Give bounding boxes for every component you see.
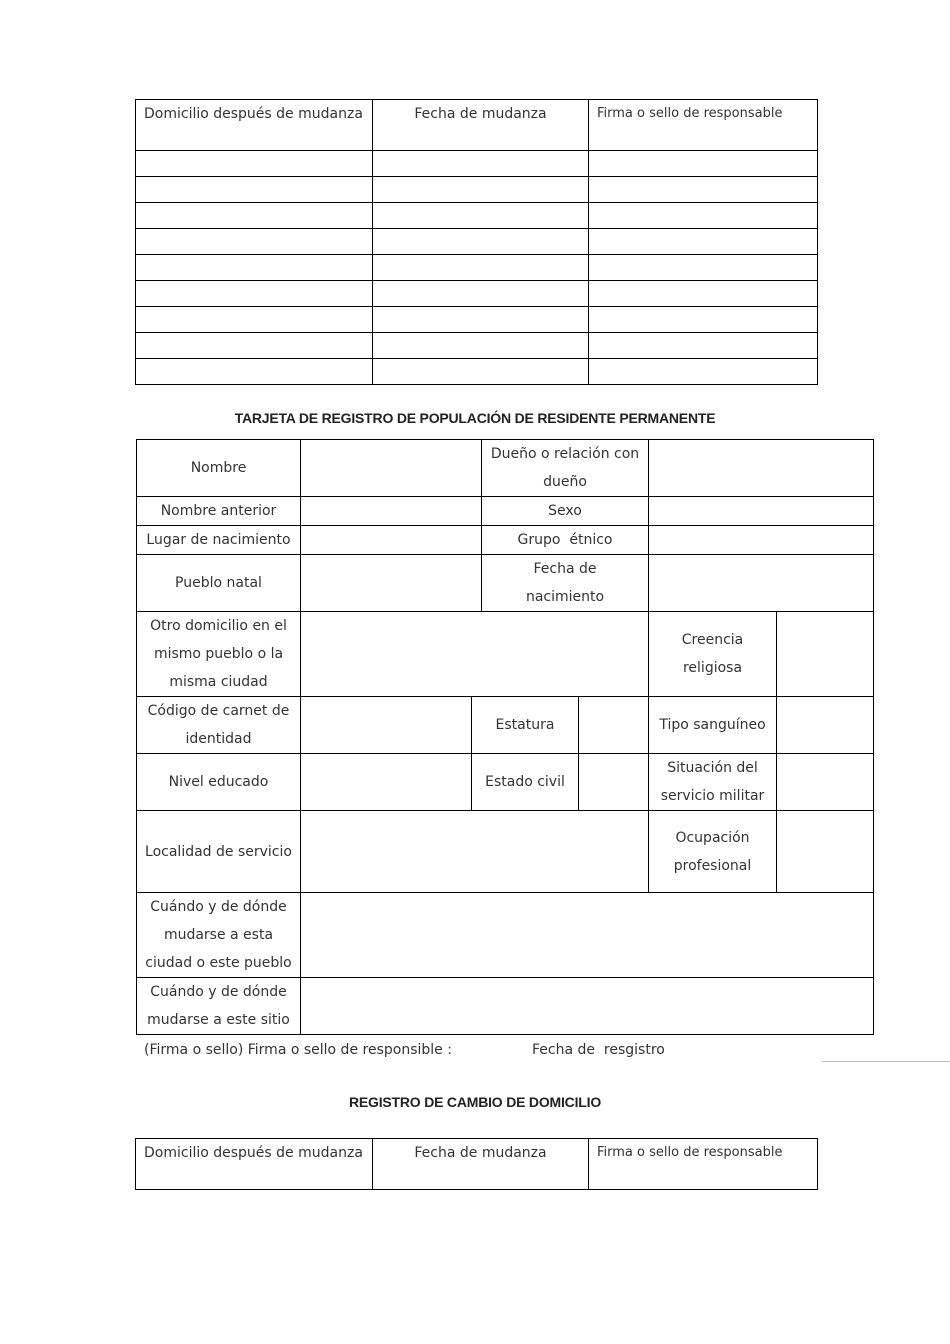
- label-otro-domicilio: Otro domicilio en el mismo pueblo o la misma ciudad: [137, 612, 301, 697]
- fecha-cell[interactable]: [373, 151, 589, 177]
- table-header-row: [136, 100, 818, 151]
- label-creencia: Creencia religiosa: [649, 612, 777, 697]
- firma-cell[interactable]: [589, 229, 818, 255]
- firma-cell[interactable]: [589, 307, 818, 333]
- field-dueno[interactable]: [649, 440, 874, 497]
- field-sexo[interactable]: [649, 497, 874, 526]
- label-localidad-servicio: Localidad de servicio: [137, 811, 301, 893]
- table-row: [136, 255, 818, 281]
- field-servicio-militar[interactable]: [777, 754, 874, 811]
- label-tipo-sanguineo: Tipo sanguíneo: [649, 697, 777, 754]
- fecha-cell[interactable]: [373, 229, 589, 255]
- label-codigo-carnet: Código de carnet de identidad: [137, 697, 301, 754]
- label-ocupacion: Ocupación profesional: [649, 811, 777, 893]
- firma-cell[interactable]: [589, 255, 818, 281]
- table-row: [136, 151, 818, 177]
- fecha-cell[interactable]: [373, 255, 589, 281]
- header-domicilio: Domicilio después de mudanza: [136, 100, 373, 151]
- fecha-cell[interactable]: [373, 203, 589, 229]
- label-estado-civil: Estado civil: [472, 754, 579, 811]
- fecha-cell[interactable]: [373, 333, 589, 359]
- domicilio-cell[interactable]: [136, 203, 373, 229]
- label-servicio-militar: Situación del servicio militar: [649, 754, 777, 811]
- firma-cell[interactable]: [589, 281, 818, 307]
- label-nombre: Nombre: [137, 440, 301, 497]
- field-tipo-sanguineo[interactable]: [777, 697, 874, 754]
- table-row: [136, 177, 818, 203]
- domicilio-cell[interactable]: [136, 333, 373, 359]
- header-fecha-mudanza: Fecha de mudanza: [373, 1139, 589, 1190]
- table-row: [136, 359, 818, 385]
- domicilio-cell[interactable]: [136, 229, 373, 255]
- domicilio-cell[interactable]: [136, 255, 373, 281]
- field-estatura[interactable]: [579, 697, 649, 754]
- domicilio-cell[interactable]: [136, 177, 373, 203]
- form-title: TARJETA DE REGISTRO DE POPULACIÓN DE RESIDENTE PERMANENTE: [234, 410, 716, 426]
- firma-cell[interactable]: [589, 177, 818, 203]
- header-fecha-mudanza: Fecha de mudanza: [373, 100, 589, 151]
- header-firma: Firma o sello de responsable: [589, 100, 818, 151]
- domicilio-cell[interactable]: [136, 281, 373, 307]
- table-row: [136, 203, 818, 229]
- firma-cell[interactable]: [589, 151, 818, 177]
- field-estado-civil[interactable]: [579, 754, 649, 811]
- change-register-title: REGISTRO DE CAMBIO DE DOMICILIO: [348, 1094, 602, 1110]
- table-row: [136, 281, 818, 307]
- field-mudarse-sitio[interactable]: [301, 978, 874, 1035]
- registration-form-table: [136, 439, 874, 1035]
- signature-label: (Firma o sello) Firma o sello de responsible :: [144, 1042, 452, 1058]
- change-register-table: [135, 1138, 818, 1190]
- signature-rule: [822, 1061, 950, 1062]
- label-lugar-nacimiento: Lugar de nacimiento: [137, 526, 301, 555]
- label-grupo-etnico: Grupo étnico: [482, 526, 649, 555]
- field-codigo-carnet[interactable]: [301, 697, 472, 754]
- label-nombre-anterior: Nombre anterior: [137, 497, 301, 526]
- label-mudarse-sitio: Cuándo y de dónde mudarse a este sitio: [137, 978, 301, 1035]
- field-creencia[interactable]: [777, 612, 874, 697]
- field-pueblo-natal[interactable]: [301, 555, 482, 612]
- domicilio-cell[interactable]: [136, 151, 373, 177]
- table-row: [136, 229, 818, 255]
- header-domicilio: Domicilio después de mudanza: [136, 1139, 373, 1190]
- table-row: [136, 307, 818, 333]
- field-mudarse-ciudad[interactable]: [301, 893, 874, 978]
- label-estatura: Estatura: [472, 697, 579, 754]
- fecha-cell[interactable]: [373, 177, 589, 203]
- field-localidad-servicio[interactable]: [301, 811, 649, 893]
- field-lugar-nacimiento[interactable]: [301, 526, 482, 555]
- label-dueno: Dueño o relación con dueño: [482, 440, 649, 497]
- table-row: [136, 333, 818, 359]
- label-fecha-nacimiento: Fecha de nacimiento: [482, 555, 649, 612]
- header-firma: Firma o sello de responsable: [589, 1139, 818, 1190]
- fecha-cell[interactable]: [373, 307, 589, 333]
- field-nombre-anterior[interactable]: [301, 497, 482, 526]
- field-otro-domicilio[interactable]: [301, 612, 649, 697]
- label-sexo: Sexo: [482, 497, 649, 526]
- field-grupo-etnico[interactable]: [649, 526, 874, 555]
- table-header-row: [136, 1139, 818, 1190]
- fecha-cell[interactable]: [373, 359, 589, 385]
- move-register-table: [135, 99, 818, 385]
- field-nivel-educado[interactable]: [301, 754, 472, 811]
- label-nivel-educado: Nivel educado: [137, 754, 301, 811]
- domicilio-cell[interactable]: [136, 307, 373, 333]
- firma-cell[interactable]: [589, 203, 818, 229]
- firma-cell[interactable]: [589, 333, 818, 359]
- field-nombre[interactable]: [301, 440, 482, 497]
- field-fecha-nacimiento[interactable]: [649, 555, 874, 612]
- registration-date-label: Fecha de resgistro: [532, 1042, 665, 1058]
- field-ocupacion[interactable]: [777, 811, 874, 893]
- firma-cell[interactable]: [589, 359, 818, 385]
- domicilio-cell[interactable]: [136, 359, 373, 385]
- fecha-cell[interactable]: [373, 281, 589, 307]
- move-rows: [136, 151, 818, 385]
- label-pueblo-natal: Pueblo natal: [137, 555, 301, 612]
- label-mudarse-ciudad: Cuándo y de dónde mudarse a esta ciudad o este pueblo: [137, 893, 301, 978]
